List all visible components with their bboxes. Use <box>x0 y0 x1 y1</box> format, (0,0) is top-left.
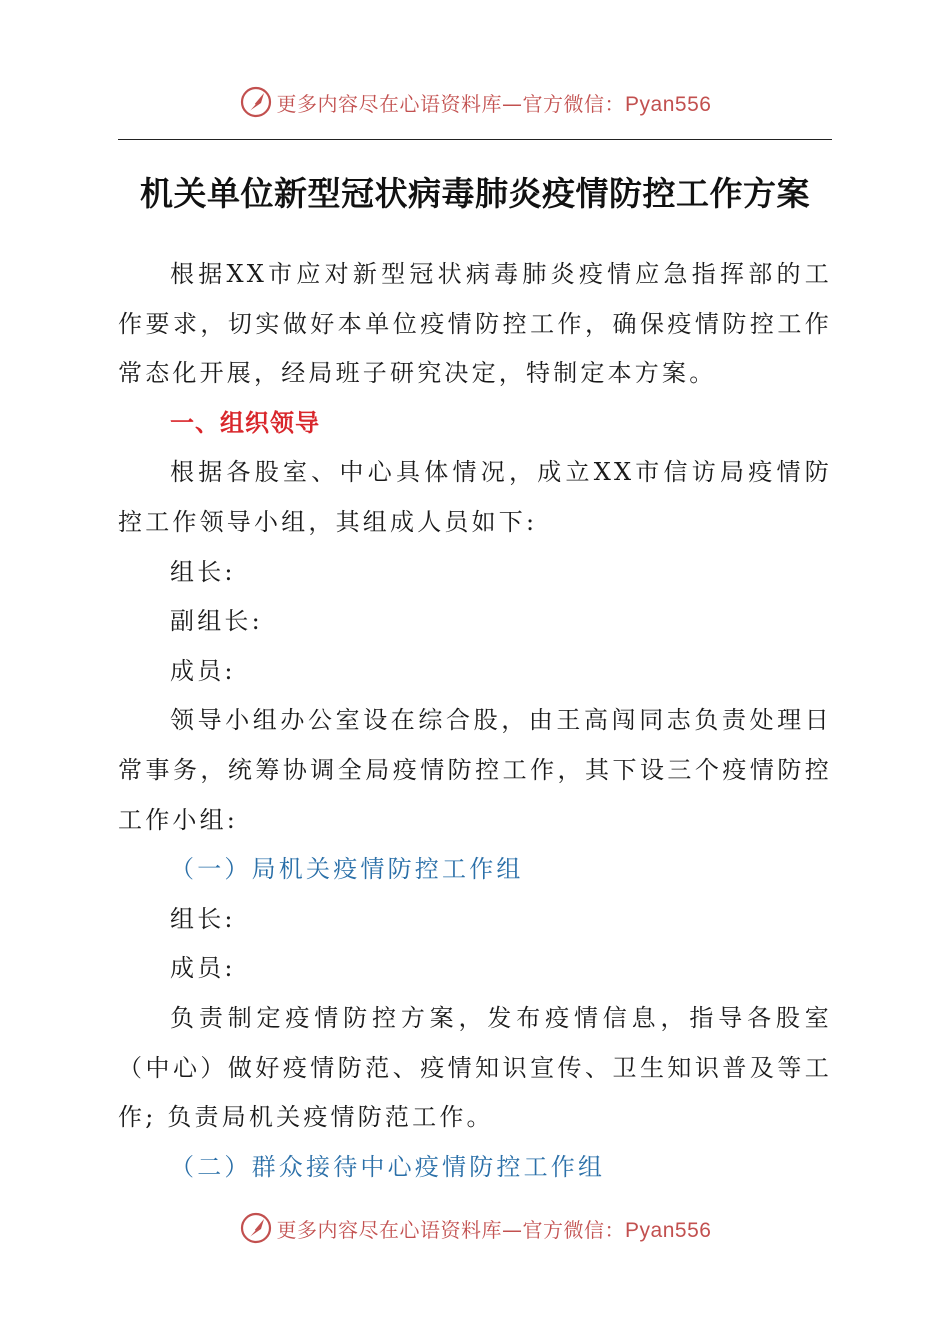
body-paragraph: 根据各股室、中心具体情况，成立XX市信访局疫情防控工作领导小组，其组成人员如下: <box>118 458 832 536</box>
quill-pen-icon <box>239 85 273 119</box>
subsection-heading-reception-group: （二）群众接待中心疫情防控工作组 <box>170 1152 606 1181</box>
intro-paragraph: 根据XX市应对新型冠状病毒肺炎疫情应急指挥部的工作要求，切实做好本单位疫情防控工作，确保疫情防控工作常态化开展，经局班子研究决定，特制定本方案。 <box>118 260 832 388</box>
document-body <box>118 250 832 1192</box>
body-paragraph: 负责制定疫情防控方案，发布疫情信息，指导各股室（中心）做好疫情防范、疫情知识宣传、卫生知识普及等工作; 负责局机关疫情防范工作。 <box>118 1003 832 1132</box>
role-line-members: 成员: <box>170 656 236 685</box>
watermark-text: 更多内容尽在心语资料库—官方微信：Pyan556 <box>276 91 712 116</box>
document-title: 机关单位新型冠状病毒肺炎疫情防控工作方案 <box>140 174 810 213</box>
header-watermark <box>0 80 950 124</box>
footer-watermark <box>0 1206 950 1250</box>
body-paragraph: 领导小组办公室设在综合股，由王高闯同志负责处理日常事务，统筹协调全局疫情防控工作，其下设三个疫情防控工作小组: <box>118 706 832 834</box>
header-divider <box>118 139 832 140</box>
role-line-deputy-leader: 副组长: <box>170 607 263 636</box>
role-line-members: 成员: <box>170 954 236 983</box>
role-line-leader: 组长: <box>170 904 236 933</box>
watermark-text: 更多内容尽在心语资料库—官方微信：Pyan556 <box>276 1217 712 1242</box>
section-heading-organization: 一、组织领导 <box>170 408 320 437</box>
subsection-heading-office-group: （一）局机关疫情防控工作组 <box>170 855 524 884</box>
quill-pen-icon <box>239 1211 273 1245</box>
role-line-leader: 组长: <box>170 557 236 586</box>
